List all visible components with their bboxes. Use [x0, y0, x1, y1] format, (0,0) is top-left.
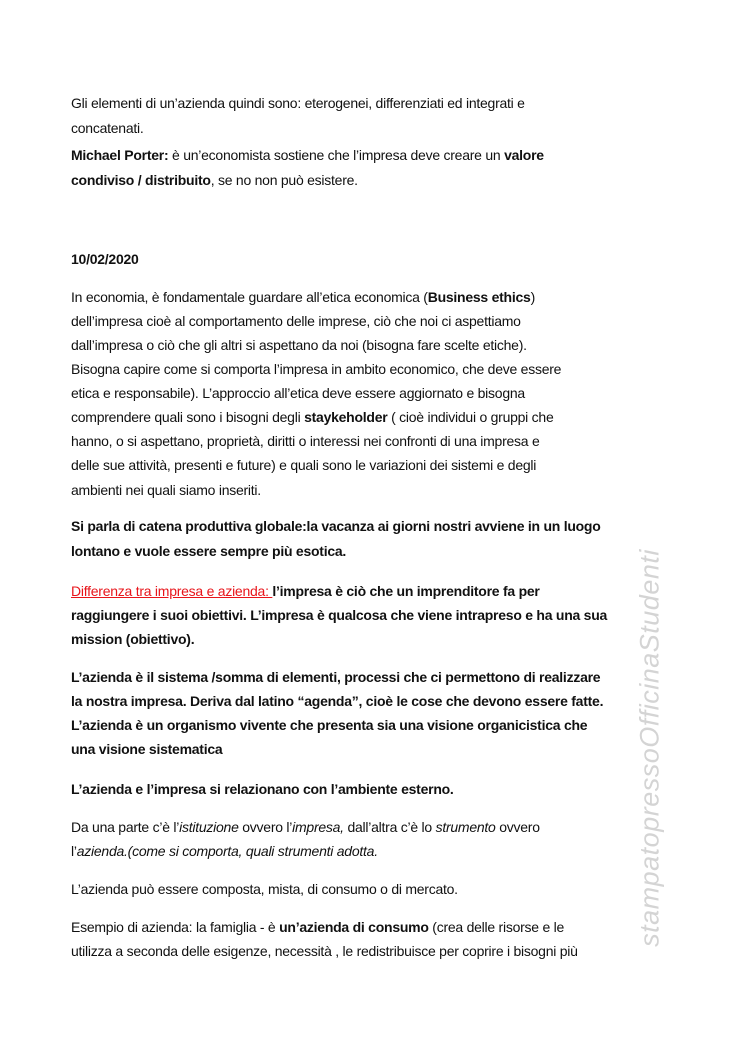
text-line [71, 480, 261, 500]
text-line [71, 516, 601, 536]
text-segment: In economia, è fondamentale guardare all’etica economica ( [71, 289, 428, 305]
bold-text: L’azienda è un organismo vivente che presenta sia una visione organicistica che [71, 717, 588, 733]
text-segment: dell’impresa cioè al comportamento delle imprese, ciò che noi ci aspettiamo [71, 313, 521, 329]
text-segment: , se no non può esistere. [210, 172, 358, 188]
text-segment: delle sue attività, presenti e future) e quali sono le variazioni dei sistemi e degli [71, 457, 537, 473]
bold-text: L’azienda e l’impresa si relazionano con l’ambiente esterno. [71, 781, 454, 797]
text-segment: L’azienda può essere composta, mista, di consumo o di mercato. [71, 881, 458, 897]
text-line [71, 581, 540, 601]
bold-text: 10/02/2020 [71, 251, 139, 267]
text-segment: (crea delle risorse e le [428, 919, 565, 935]
italic-text: impresa, [292, 819, 344, 835]
text-line [71, 941, 578, 961]
text-line [71, 817, 540, 837]
text-line [71, 629, 194, 649]
bold-text: Michael Porter: [71, 147, 169, 163]
text-line [71, 170, 358, 190]
bold-text: condiviso / distribuito [71, 172, 211, 188]
text-line [71, 335, 527, 355]
text-line [71, 739, 222, 759]
bold-text: mission (obiettivo). [71, 631, 195, 647]
text-line [71, 118, 144, 138]
text-line [71, 145, 544, 165]
text-line [71, 667, 600, 687]
text-line [71, 779, 454, 799]
text-line [71, 715, 587, 735]
text-segment: ambienti nei quali siamo inseriti. [71, 482, 261, 498]
text-segment: hanno, o si aspettano, proprietà, diritti o interessi nei confronti di una impresa e [71, 433, 540, 449]
bold-text: Si parla di catena produttiva globale:la vacanza ai giorni nostri avviene in un luogo [71, 518, 601, 534]
bold-text: una visione sistematica [71, 741, 223, 757]
text-segment: dall’impresa o ciò che gli altri si aspettano da noi (bisogna fare scelte etiche). [71, 337, 527, 353]
text-line [71, 407, 554, 427]
bold-text: l’impresa è ciò che un imprenditore fa per [272, 583, 540, 599]
watermark: stampatopressoOfficinaStudenti [634, 549, 665, 947]
text-line [71, 431, 540, 451]
text-segment: concatenati. [71, 120, 144, 136]
text-segment: Da una parte c’è l’ [71, 819, 180, 835]
text-segment: ovvero l’ [238, 819, 293, 835]
bold-text: raggiungere i suoi obiettivi. L’impresa è qualcosa che viene intrapreso e ha una sua [71, 607, 608, 623]
text-segment: Bisogna capire come si comporta l’impresa in ambito economico, che deve essere [71, 361, 562, 377]
text-line [71, 383, 525, 403]
text-line [71, 249, 139, 269]
text-segment: etica e responsabile). L’approccio all’etica deve essere aggiornato e bisogna [71, 385, 525, 401]
text-line [71, 311, 521, 331]
text-segment: ovvero [495, 819, 540, 835]
bold-text: lontano e vuole essere sempre più esotica. [71, 543, 347, 559]
text-segment: comprendere quali sono i bisogni degli [71, 409, 305, 425]
bold-text: un’azienda di consumo [279, 919, 429, 935]
bold-text: L’azienda è il sistema /somma di elementi, processi che ci permettono di realizzare [71, 669, 601, 685]
text-segment: è un’economista sostiene che l’impresa deve creare un [168, 147, 505, 163]
text-segment: dall’altra c’è lo [343, 819, 436, 835]
text-segment: utilizza a seconda delle esigenze, necessità , le redistribuisce per coprire i bisogni più [71, 943, 578, 959]
bold-text: Business ethics [427, 289, 531, 305]
italic-text: azienda.(come si comporta, quali strumenti adotta. [76, 843, 378, 859]
text-segment: ( cioè individui o gruppi che [387, 409, 554, 425]
text-segment: ) [530, 289, 535, 305]
text-line [71, 841, 378, 861]
highlighted-heading: Differenza tra impresa e azienda: [71, 583, 273, 599]
text-segment: l’ [71, 843, 77, 859]
text-line [71, 93, 525, 113]
text-line [71, 879, 458, 899]
text-line [71, 917, 564, 937]
text-line [71, 605, 607, 625]
bold-text: la nostra impresa. Deriva dal latino “agenda”, cioè le cose che devono essere fatte. [71, 693, 604, 709]
text-segment: Esempio di azienda: la famiglia - è [71, 919, 280, 935]
text-line [71, 541, 346, 561]
text-line [71, 455, 536, 475]
bold-text: valore [504, 147, 544, 163]
text-line [71, 287, 535, 307]
text-line [71, 359, 561, 379]
italic-text: strumento [435, 819, 496, 835]
text-line [71, 691, 603, 711]
bold-text: staykeholder [304, 409, 388, 425]
text-segment: Gli elementi di un’azienda quindi sono: eterogenei, differenziati ed integrati e [71, 95, 525, 111]
italic-text: istituzione [179, 819, 239, 835]
